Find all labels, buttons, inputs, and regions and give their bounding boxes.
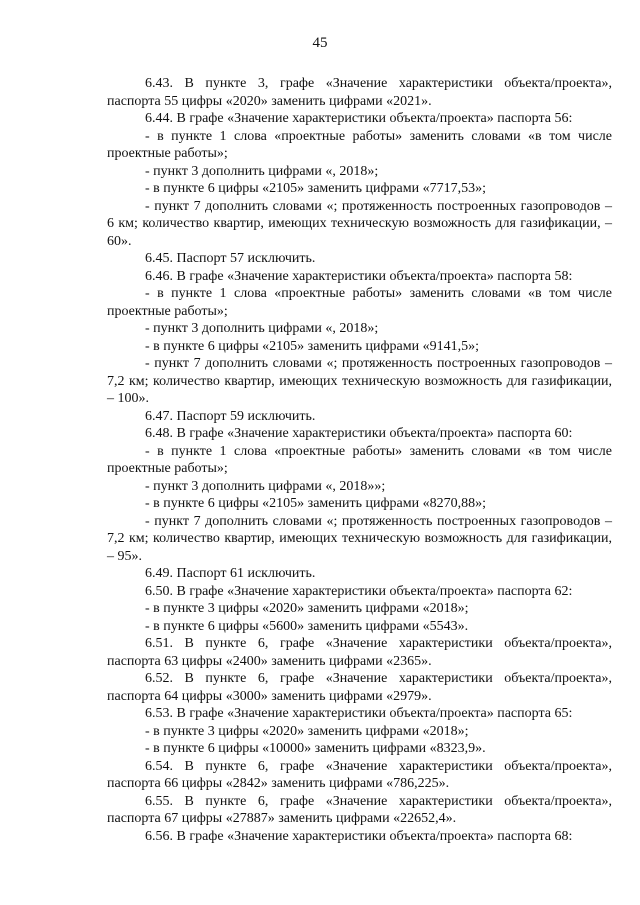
- list-item: - в пункте 3 цифры «2020» заменить цифрами «2018»;: [145, 723, 469, 739]
- list-item: - в пункте 6 цифры «10000» заменить цифрами «8323,9».: [145, 741, 486, 756]
- paragraph-6-48: 6.48. В графе «Значение характеристики объекта/проекта» паспорта 60:: [145, 426, 573, 441]
- list-item: - пункт 7 дополнить словами «; протяженность построенных газопроводов – 6 км; количество квартир, имеющих техническую возможность для газификации, – 60».: [107, 198, 612, 249]
- paragraph-6-43: 6.43. В пункте 3, графе «Значение характеристики объекта/проекта», паспорта 55 цифры «2020» заменить цифрами «2021».: [107, 76, 612, 109]
- list-item: - пункт 3 дополнить цифрами «, 2018»;: [145, 163, 379, 179]
- paragraph-6-54: 6.54. В пункте 6, графе «Значение характеристики объекта/проекта», паспорта 66 цифры «2842» заменить цифрами «786,225».: [107, 758, 612, 791]
- list-item: - в пункте 6 цифры «2105» заменить цифрами «9141,5»;: [145, 338, 479, 354]
- list-item: - в пункте 6 цифры «5600» заменить цифрами «5543».: [145, 618, 469, 634]
- paragraph-6-47: 6.47. Паспорт 59 исключить.: [145, 408, 316, 424]
- paragraph-6-55: 6.55. В пункте 6, графе «Значение характеристики объекта/проекта», паспорта 67 цифры «27887» заменить цифрами «22652,4».: [107, 793, 612, 826]
- paragraph-6-46: 6.46. В графе «Значение характеристики объекта/проекта» паспорта 58:: [145, 268, 573, 284]
- paragraph-6-50: 6.50. В графе «Значение характеристики объекта/проекта» паспорта 62:: [145, 583, 573, 599]
- page-number: 45: [312, 35, 328, 51]
- list-item: - в пункте 6 цифры «2105» заменить цифрами «8270,88»;: [145, 496, 486, 511]
- paragraph-6-45: 6.45. Паспорт 57 исключить.: [145, 251, 316, 266]
- list-item: - пункт 7 дополнить словами «; протяженность построенных газопроводов – 7,2 км; количество квартир, имеющих техническую возможность для газификации, – 95».: [107, 513, 612, 564]
- paragraph-6-56: 6.56. В графе «Значение характеристики объекта/проекта» паспорта 68:: [145, 828, 573, 844]
- list-item: - пункт 7 дополнить словами «; протяженность построенных газопроводов – 7,2 км; количество квартир, имеющих техническую возможность для газификации, – 100».: [107, 356, 612, 406]
- paragraph-6-51: 6.51. В пункте 6, графе «Значение характеристики объекта/проекта», паспорта 63 цифры «2400» заменить цифрами «2365».: [107, 636, 612, 669]
- list-item: - пункт 3 дополнить цифрами «, 2018»»;: [145, 478, 386, 494]
- list-item: - в пункте 1 слова «проектные работы» заменить словами «в том числе проектные работы»;: [107, 128, 612, 161]
- paragraph-6-44: 6.44. В графе «Значение характеристики объекта/проекта» паспорта 56:: [145, 111, 573, 126]
- paragraph-6-53: 6.53. В графе «Значение характеристики объекта/проекта» паспорта 65:: [145, 706, 573, 721]
- paragraph-6-49: 6.49. Паспорт 61 исключить.: [145, 566, 316, 581]
- list-item: - в пункте 1 слова «проектные работы» заменить словами «в том числе проектные работы»;: [107, 443, 612, 476]
- list-item: - в пункте 3 цифры «2020» заменить цифрами «2018»;: [145, 601, 469, 616]
- list-item: - пункт 3 дополнить цифрами «, 2018»;: [145, 321, 379, 336]
- list-item: - в пункте 6 цифры «2105» заменить цифрами «7717,53»;: [145, 181, 486, 196]
- document-body: [107, 75, 612, 845]
- paragraph-6-52: 6.52. В пункте 6, графе «Значение характеристики объекта/проекта», паспорта 64 цифры «3000» заменить цифрами «2979».: [107, 671, 612, 704]
- list-item: - в пункте 1 слова «проектные работы» заменить словами «в том числе проектные работы»;: [107, 286, 612, 319]
